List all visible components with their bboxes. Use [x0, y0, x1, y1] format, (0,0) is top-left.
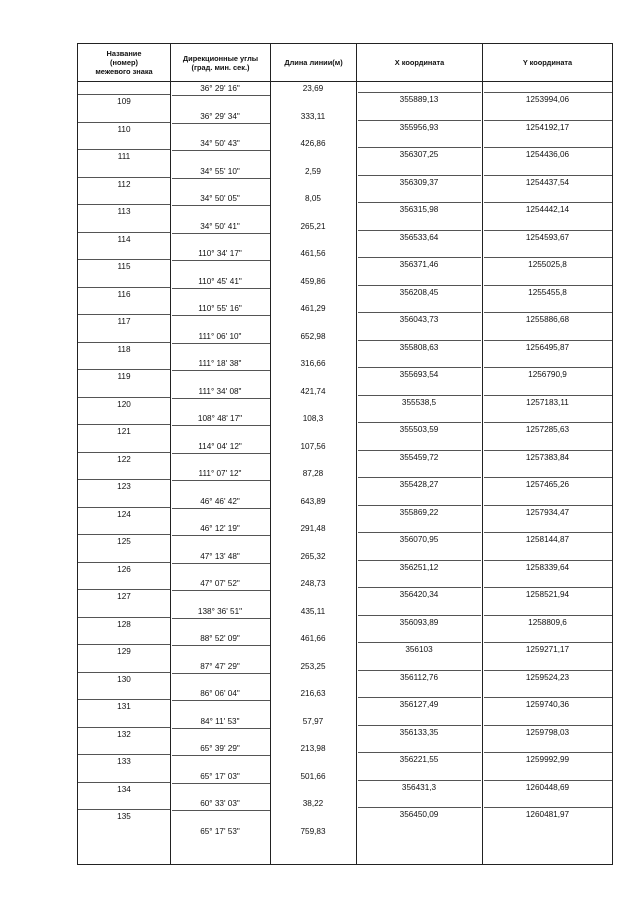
table-row-angle: 138° 36' 51" [197, 606, 243, 616]
row-rule [484, 697, 612, 698]
row-rule [172, 370, 270, 371]
table-row-length: 459,86 [300, 276, 326, 286]
table-row-length: 216,63 [300, 689, 326, 698]
table-row-angle: 34° 50' 43" [200, 139, 240, 148]
table-row-name: 132 [117, 729, 131, 739]
table-row-x: 356208,45 [399, 287, 439, 297]
row-rule [78, 782, 170, 783]
table-row-angle: 110° 45' 41" [198, 276, 242, 286]
row-rule [484, 147, 612, 148]
table-row-x: 356315,98 [399, 205, 439, 214]
row-rule [484, 587, 612, 588]
table-row-length: 435,11 [300, 606, 326, 616]
table-row-x: 356127,49 [399, 700, 439, 709]
table-row-angle: 60° 33' 03" [200, 799, 240, 808]
row-rule [484, 642, 612, 643]
column-border [612, 43, 613, 865]
table-row-length: 643,89 [300, 496, 326, 506]
table-row-length: 107,56 [300, 441, 326, 451]
table-row-x: 355956,93 [399, 122, 439, 132]
table-row-name: 133 [117, 757, 131, 766]
row-rule [484, 560, 612, 561]
table-row-length: 8,05 [305, 194, 321, 203]
row-rule [358, 367, 481, 368]
table-row-name: 122 [117, 454, 131, 464]
row-rule [484, 340, 612, 341]
row-rule [172, 343, 270, 344]
row-rule [78, 754, 170, 755]
table-row-y: 1257383,84 [525, 452, 570, 462]
table-row-length: 2,59 [305, 166, 321, 176]
table-row-x: 355538,5 [401, 397, 437, 407]
row-rule [358, 450, 481, 451]
row-rule [172, 425, 270, 426]
table-row-y: 1258339,64 [525, 562, 570, 572]
table-row-name: 130 [117, 674, 131, 684]
row-rule [358, 92, 481, 93]
table-row-angle: 65° 39' 29" [200, 744, 240, 753]
table-row-length: 57,97 [302, 716, 324, 726]
row-rule [78, 534, 170, 535]
row-rule [78, 94, 170, 95]
table-row-angle: 36° 29' 34" [200, 111, 240, 121]
table-row-angle: 34° 50' 05" [200, 194, 240, 203]
table-row-name: 118 [117, 344, 131, 354]
row-rule [484, 752, 612, 753]
table-row-angle: 87° 47' 29" [200, 661, 240, 671]
table-row-y: 1257934,47 [525, 507, 570, 517]
table-row-x: 355428,27 [399, 480, 439, 489]
table-row-length: 316,66 [300, 359, 326, 368]
table-row-length: 333,11 [300, 111, 326, 121]
table-row-y: 1257465,26 [525, 480, 570, 489]
row-rule [172, 535, 270, 536]
table-row-y: 1259798,03 [525, 727, 570, 737]
row-rule [78, 314, 170, 315]
table-row-name: 115 [117, 262, 131, 271]
last-segment-angle: 65° 17' 53" [200, 826, 240, 836]
table-row-y: 1257183,11 [526, 397, 569, 407]
row-rule [78, 397, 170, 398]
row-rule [358, 780, 481, 781]
row-rule [358, 642, 481, 643]
row-rule [484, 725, 612, 726]
row-rule [78, 809, 170, 810]
table-row-length: 501,66 [300, 771, 326, 781]
table-row-x: 355693,54 [399, 370, 439, 379]
row-rule [172, 453, 270, 454]
table-row-x: 356251,12 [399, 562, 439, 572]
row-rule [358, 230, 481, 231]
row-rule [484, 780, 612, 781]
table-row-x: 355808,63 [399, 342, 439, 352]
table-row-y: 1254436,06 [525, 150, 570, 159]
row-rule [484, 395, 612, 396]
row-rule [78, 122, 170, 123]
row-rule [358, 175, 481, 176]
row-rule [484, 477, 612, 478]
table-row-x: 356133,35 [399, 727, 439, 737]
table-row-angle: 65° 17' 03" [200, 771, 240, 781]
table-row-name: 131 [117, 702, 131, 711]
row-rule [358, 752, 481, 753]
row-rule [172, 728, 270, 729]
row-rule [358, 532, 481, 533]
row-rule [358, 340, 481, 341]
table-row-x: 355459,72 [399, 452, 439, 462]
header-name: Название (номер) межевого знака [95, 49, 153, 76]
row-rule [484, 807, 612, 808]
row-rule [78, 672, 170, 673]
table-row-length: 23,69 [302, 84, 324, 93]
row-rule [484, 532, 612, 533]
table-row-length: 265,32 [300, 551, 326, 561]
header-y: Y координата [522, 58, 573, 67]
table-row-x: 356420,34 [399, 590, 439, 599]
row-rule [78, 507, 170, 508]
table-row-x: 356103 [405, 645, 433, 654]
table-row-name: 134 [117, 784, 131, 794]
row-rule [484, 450, 612, 451]
row-rule [172, 150, 270, 151]
row-rule [358, 505, 481, 506]
table-row-y: 1260481,97 [525, 810, 570, 819]
row-rule [172, 480, 270, 481]
table-row-x: 356431,3 [401, 782, 437, 792]
table-row-name: 112 [117, 179, 131, 189]
table-row-angle: 34° 55' 10" [200, 166, 240, 176]
row-rule [358, 697, 481, 698]
row-rule [484, 615, 612, 616]
row-rule [358, 587, 481, 588]
row-rule [484, 257, 612, 258]
table-row-angle: 114° 04' 12" [198, 441, 242, 451]
table-row-x: 356043,73 [399, 315, 439, 324]
table-row-y: 1253994,06 [525, 95, 570, 104]
table-row-y: 1258809,6 [528, 617, 567, 627]
row-rule [484, 120, 612, 121]
table-row-name: 125 [117, 537, 131, 546]
table-row-length: 461,29 [300, 304, 326, 313]
row-rule [78, 149, 170, 150]
table-row-angle: 111° 18' 38" [198, 359, 242, 368]
table-row-name: 119 [117, 372, 131, 381]
row-rule [78, 617, 170, 618]
row-rule [172, 205, 270, 206]
row-rule [484, 285, 612, 286]
row-rule [358, 202, 481, 203]
row-rule [78, 232, 170, 233]
last-segment-length: 759,83 [300, 826, 326, 836]
table-row-name: 135 [117, 812, 131, 821]
table-row-name: 128 [117, 619, 131, 629]
table-row-x: 356307,25 [399, 150, 439, 159]
row-rule [78, 562, 170, 563]
table-row-y: 1256495,87 [525, 342, 570, 352]
table-row-y: 1255886,68 [525, 315, 570, 324]
table-row-y: 1256790,9 [528, 370, 567, 379]
table-row-angle: 111° 07' 12" [198, 469, 242, 478]
row-rule [78, 452, 170, 453]
table-row-length: 87,28 [302, 469, 324, 478]
row-rule [78, 177, 170, 178]
row-rule [78, 369, 170, 370]
table-row-x: 355869,22 [399, 507, 439, 517]
table-row-angle: 110° 34' 17" [198, 249, 242, 258]
table-row-y: 1259740,36 [525, 700, 570, 709]
table-row-name: 117 [117, 317, 131, 326]
table-row-y: 1259992,99 [525, 755, 570, 764]
table-row-length: 38,22 [302, 799, 324, 808]
table-row-length: 213,98 [300, 744, 326, 753]
table-row-angle: 88° 52' 09" [200, 634, 240, 643]
table-row-name: 109 [117, 97, 131, 106]
table-row-angle: 46° 12' 19" [200, 524, 240, 533]
row-rule [172, 315, 270, 316]
row-rule [172, 645, 270, 646]
table-bottom-border [77, 864, 613, 865]
row-rule [358, 422, 481, 423]
table-row-y: 1259524,23 [525, 672, 570, 682]
table-row-angle: 110° 55' 16" [198, 304, 242, 313]
row-rule [484, 312, 612, 313]
row-rule [172, 288, 270, 289]
table-row-y: 1254437,54 [525, 177, 570, 187]
row-rule [358, 560, 481, 561]
row-rule [358, 807, 481, 808]
row-rule [172, 233, 270, 234]
row-rule [78, 287, 170, 288]
table-row-x: 356093,89 [399, 617, 439, 627]
table-row-angle: 47° 13' 48" [200, 551, 240, 561]
table-row-name: 111 [117, 152, 131, 161]
table-row-name: 127 [117, 592, 131, 601]
row-rule [78, 204, 170, 205]
row-rule [172, 260, 270, 261]
row-rule [484, 230, 612, 231]
row-rule [78, 424, 170, 425]
row-rule [172, 783, 270, 784]
row-rule [172, 123, 270, 124]
row-rule [78, 259, 170, 260]
row-rule [358, 285, 481, 286]
table-row-y: 1258144,87 [525, 535, 570, 544]
table-row-y: 1254593,67 [525, 232, 570, 242]
table-row-angle: 36° 29' 16" [200, 84, 240, 93]
table-row-length: 265,21 [300, 221, 326, 231]
table-row-y: 1258521,94 [525, 590, 570, 599]
table-row-y: 1254192,17 [525, 122, 570, 132]
table-row-x: 356371,46 [399, 260, 439, 269]
table-row-length: 461,66 [300, 634, 326, 643]
table-row-length: 291,48 [300, 524, 326, 533]
row-rule [484, 422, 612, 423]
row-rule [358, 615, 481, 616]
header-x: Х координата [394, 58, 445, 67]
table-row-length: 248,73 [300, 579, 326, 588]
table-row-x: 356070,95 [399, 535, 439, 544]
row-rule [172, 590, 270, 591]
table-row-angle: 47° 07' 52" [200, 579, 240, 588]
table-row-name: 113 [117, 207, 131, 216]
row-rule [484, 92, 612, 93]
table-row-length: 426,86 [300, 139, 326, 148]
table-row-y: 1260448,69 [525, 782, 570, 792]
table-row-x: 355503,59 [399, 425, 439, 434]
header-bottom-border [77, 81, 613, 82]
row-rule [358, 670, 481, 671]
table-row-angle: 46° 46' 42" [200, 496, 240, 506]
row-rule [172, 700, 270, 701]
row-rule [172, 563, 270, 564]
table-row-x: 356309,37 [399, 177, 439, 187]
table-row-x: 356450,09 [399, 810, 439, 819]
row-rule [172, 618, 270, 619]
table-row-y: 1255025,8 [528, 260, 567, 269]
table-row-y: 1257285,63 [525, 425, 570, 434]
row-rule [172, 508, 270, 509]
row-rule [358, 147, 481, 148]
row-rule [358, 312, 481, 313]
row-rule [78, 727, 170, 728]
row-rule [484, 670, 612, 671]
row-rule [78, 589, 170, 590]
row-rule [358, 477, 481, 478]
row-rule [358, 257, 481, 258]
table-row-x: 355889,13 [399, 95, 439, 104]
table-row-name: 126 [117, 564, 131, 574]
table-row-x: 356533,64 [399, 232, 439, 242]
row-rule [172, 398, 270, 399]
row-rule [172, 95, 270, 96]
table-row-angle: 111° 34' 08" [198, 386, 242, 396]
row-rule [78, 479, 170, 480]
table-row-name: 124 [117, 509, 131, 519]
table-row-name: 120 [117, 399, 131, 409]
table-row-angle: 108° 48' 17" [197, 414, 243, 423]
row-rule [78, 342, 170, 343]
row-rule [358, 120, 481, 121]
row-rule [358, 395, 481, 396]
table-row-angle: 86° 06' 04" [200, 689, 240, 698]
table-row-angle: 111° 06' 10" [198, 331, 242, 341]
row-rule [172, 755, 270, 756]
row-rule [484, 505, 612, 506]
row-rule [172, 810, 270, 811]
row-rule [484, 202, 612, 203]
table-row-length: 253,25 [300, 661, 326, 671]
table-row-angle: 34° 50' 41" [200, 221, 240, 231]
table-row-y: 1254442,14 [525, 205, 570, 214]
table-row-length: 421,74 [300, 386, 326, 396]
table-row-name: 110 [117, 124, 131, 134]
table-row-name: 123 [117, 482, 131, 491]
row-rule [484, 367, 612, 368]
row-rule [172, 178, 270, 179]
table-row-y: 1259271,17 [525, 645, 570, 654]
table-row-length: 461,56 [300, 249, 326, 258]
table-row-y: 1255455,8 [528, 287, 567, 297]
table-row-x: 356221,55 [399, 755, 439, 764]
table-row-name: 129 [117, 647, 131, 656]
row-rule [78, 644, 170, 645]
table-row-name: 121 [117, 427, 131, 436]
table-row-length: 652,98 [300, 331, 326, 341]
row-rule [172, 673, 270, 674]
table-row-length: 108,3 [302, 414, 324, 423]
table-row-x: 356112,76 [399, 672, 439, 682]
row-rule [484, 175, 612, 176]
header-angle: Дирекционные углы (град. мин. сек.) [182, 53, 259, 72]
table-row-angle: 84° 11' 53" [200, 716, 240, 726]
table-row-name: 114 [117, 234, 131, 244]
row-rule [358, 725, 481, 726]
table-row-name: 116 [117, 289, 131, 299]
row-rule [78, 699, 170, 700]
header-length: Длина линии(м) [284, 58, 343, 67]
